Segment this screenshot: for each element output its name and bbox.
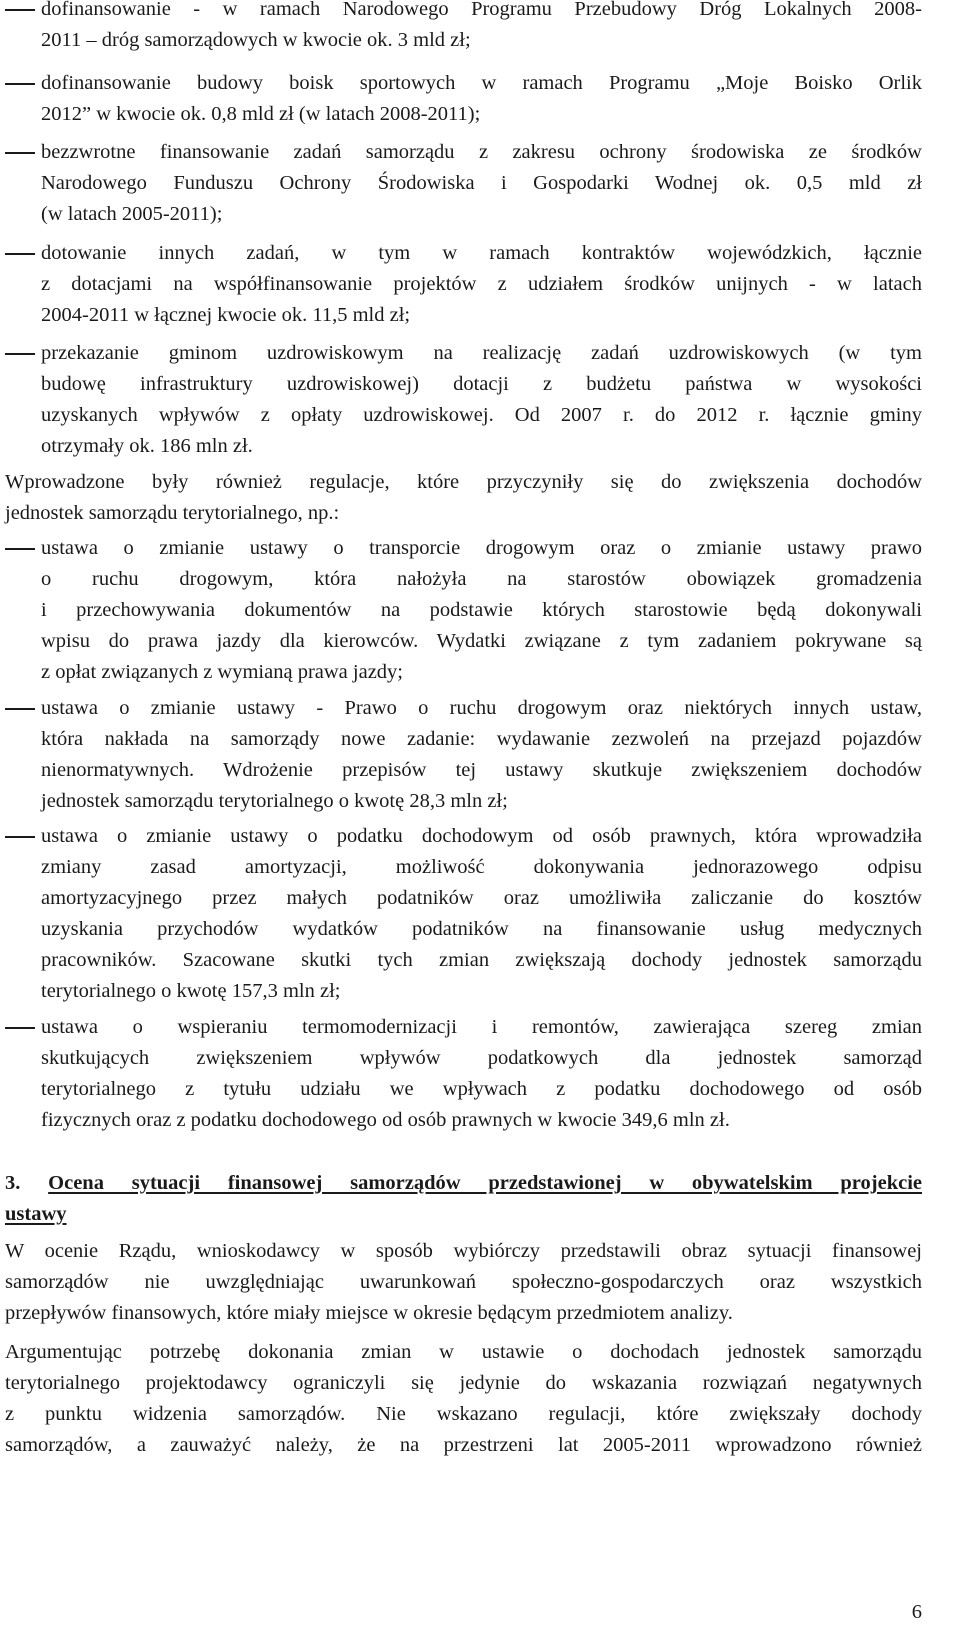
list-item: [5, 693, 922, 817]
text-line: i przechowywania dokumentów na podstawie których starostowie będą dokonywali: [41, 599, 922, 621]
text-line: ustawa o zmianie ustawy o podatku dochodowym od osób prawnych, która wprowadziła: [41, 825, 922, 847]
text-line: ustawa o zmianie ustawy o transporcie drogowym oraz o zmianie ustawy prawo: [41, 537, 922, 559]
text-line: ustawa o zmianie ustawy - Prawo o ruchu drogowym oraz niektórych innych ustaw,: [41, 697, 922, 719]
dash-bullet-icon: [5, 83, 35, 85]
text-line: otrzymały ok. 186 mln zł.: [41, 435, 253, 457]
text-line: 2004-2011 w łącznej kwocie ok. 11,5 mld zł;: [41, 304, 411, 326]
dash-bullet-icon: [5, 548, 35, 550]
intro-paragraph: [5, 467, 922, 529]
text-line: samorządów, a zauważyć należy, że na przestrzeni lat 2005-2011 wprowadzono również: [5, 1434, 922, 1456]
body-paragraph: [5, 1236, 922, 1329]
dash-bullet-icon: [5, 353, 35, 355]
text-line: dotowanie innych zadań, w tym w ramach kontraktów wojewódzkich, łącznie: [41, 242, 922, 264]
text-line: 2011 – dróg samorządowych w kwocie ok. 3 mld zł;: [41, 29, 471, 51]
text-line: która nakłada na samorządy nowe zadanie: wydawanie zezwoleń na przejazd pojazdów: [41, 728, 922, 750]
text-line: terytorialnego z tytułu udziału we wpływach z podatku dochodowego od osób: [41, 1078, 922, 1100]
text-line: jednostek samorządu terytorialnego o kwotę 28,3 mln zł;: [41, 790, 508, 812]
text-line: o ruchu drogowym, która nałożyła na starostów obowiązek gromadzenia: [41, 568, 922, 590]
section-title: Ocena sytuacji finansowej samorządów przedstawionej w obywatelskim projekcie: [48, 1172, 923, 1194]
text-line: W ocenie Rządu, wnioskodawcy w sposób wybiórczy przedstawili obraz sytuacji finansowej: [5, 1240, 922, 1262]
text-line: dofinansowanie budowy boisk sportowych w ramach Programu „Moje Boisko Orlik: [41, 72, 922, 94]
text-line: bezzwrotne finansowanie zadań samorządu z zakresu ochrony środowiska ze środków: [41, 141, 922, 163]
dash-bullet-icon: [5, 708, 35, 710]
list-item: [5, 533, 922, 688]
text-line: z opłat związanych z wymianą prawa jazdy;: [41, 661, 403, 683]
text-line: ustawa o wspieraniu termomodernizacji i remontów, zawierająca szereg zmian: [41, 1016, 922, 1038]
dash-bullet-icon: [5, 1027, 35, 1029]
body-paragraph: [5, 1337, 922, 1461]
heading-line: [5, 1199, 922, 1230]
text-line: terytorialnego o kwotę 157,3 mln zł;: [41, 980, 341, 1002]
text-line: uzyskania przychodów wydatków podatników na finansowanie usług medycznych: [41, 918, 922, 940]
dash-bullet-icon: [5, 253, 35, 255]
text-line: 2012” w kwocie ok. 0,8 mld zł (w latach 2008-2011);: [41, 103, 481, 125]
text-line: Narodowego Funduszu Ochrony Środowiska i Gospodarki Wodnej ok. 0,5 mld zł: [41, 172, 922, 194]
section-heading: [5, 1168, 922, 1230]
text-line: jednostek samorządu terytorialnego, np.:: [5, 502, 340, 524]
text-line: przepływów finansowych, które miały miejsce w okresie będącym przedmiotem analizy.: [5, 1302, 733, 1324]
list-item: [5, 338, 922, 462]
list-item: [5, 238, 922, 331]
page-number: 6: [911, 1601, 922, 1623]
section-number: 3.: [5, 1172, 21, 1194]
text-line: budowę infrastruktury uzdrowiskowej) dotacji z budżetu państwa w wysokości: [41, 373, 922, 395]
text-line: amortyzacyjnego przez małych podatników oraz umożliwiła zaliczanie do kosztów: [41, 887, 922, 909]
dash-bullet-icon: [5, 9, 35, 11]
section-title: ustawy: [5, 1203, 67, 1225]
list-item: [5, 137, 922, 230]
list-item: [5, 68, 922, 130]
dash-bullet-icon: [5, 836, 35, 838]
text-line: dofinansowanie - w ramach Narodowego Programu Przebudowy Dróg Lokalnych 2008-: [41, 0, 922, 20]
text-line: zmiany zasad amortyzacji, możliwość dokonywania jednorazowego odpisu: [41, 856, 922, 878]
list-item: [5, 0, 922, 56]
text-line: samorządów nie uwzględniając uwarunkowań społeczno-gospodarczych oraz wszystkich: [5, 1271, 922, 1293]
text-line: terytorialnego projektodawcy ograniczyli się jedynie do wskazania rozwiązań negatywnych: [5, 1372, 922, 1394]
text-line: skutkujących zwiększeniem wpływów podatkowych dla jednostek samorząd: [41, 1047, 922, 1069]
text-line: Wprowadzone były również regulacje, które przyczyniły się do zwiększenia dochodów: [5, 471, 922, 493]
text-line: pracowników. Szacowane skutki tych zmian zwiększają dochody jednostek samorządu: [41, 949, 922, 971]
text-line: Argumentując potrzebę dokonania zmian w ustawie o dochodach jednostek samorządu: [5, 1341, 922, 1363]
text-line: fizycznych oraz z podatku dochodowego od osób prawnych w kwocie 349,6 mln zł.: [41, 1109, 730, 1131]
text-line: wpisu do prawa jazdy dla kierowców. Wydatki związane z tym zadaniem pokrywane są: [41, 630, 922, 652]
dash-bullet-icon: [5, 152, 35, 154]
text-line: przekazanie gminom uzdrowiskowym na realizację zadań uzdrowiskowych (w tym: [41, 342, 922, 364]
list-item: [5, 1012, 922, 1136]
text-line: z dotacjami na współfinansowanie projektów z udziałem środków unijnych - w latach: [41, 273, 922, 295]
text-line: (w latach 2005-2011);: [41, 203, 223, 225]
text-line: uzyskanych wpływów z opłaty uzdrowiskowej. Od 2007 r. do 2012 r. łącznie gminy: [41, 404, 922, 426]
text-line: nienormatywnych. Wdrożenie przepisów tej ustawy skutkuje zwiększeniem dochodów: [41, 759, 922, 781]
heading-line: [5, 1168, 922, 1199]
text-line: z punktu widzenia samorządów. Nie wskazano regulacji, które zwiększały dochody: [5, 1403, 922, 1425]
list-item: [5, 821, 922, 1007]
